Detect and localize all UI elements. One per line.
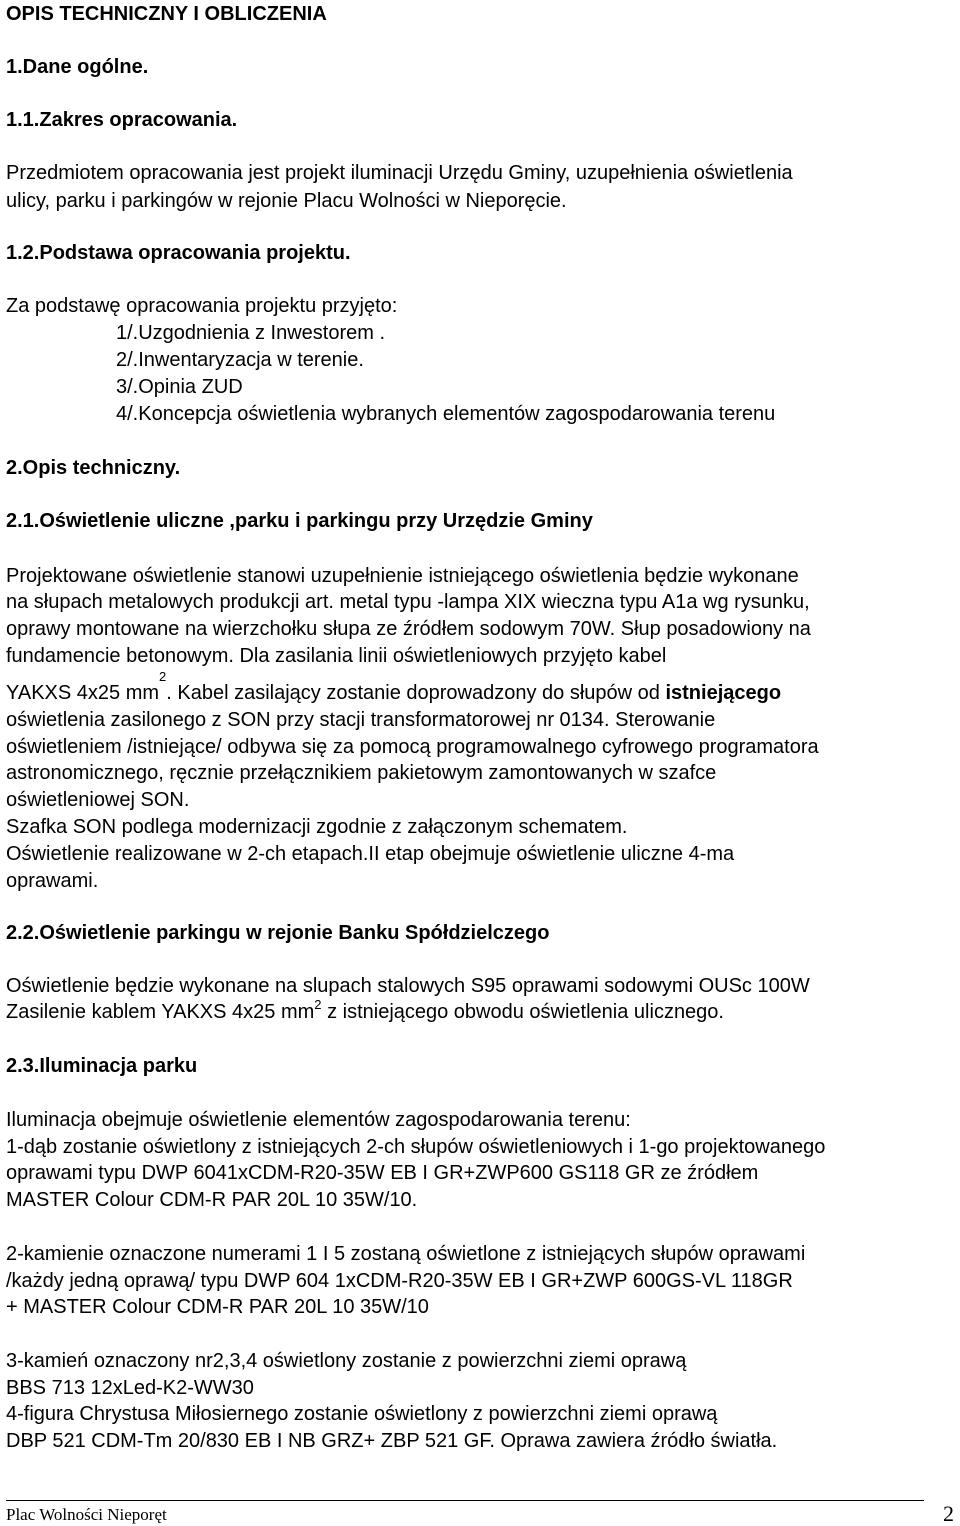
paragraph-line: 1-dąb zostanie oświetlony z istniejących 2-ch słupów oświetleniowych i 1-go projektowanego: [6, 1136, 826, 1158]
page-number: 2: [943, 1501, 954, 1526]
paragraph-line: oprawy montowane na wierzchołku słupa ze źródłem sodowym 70W. Słup posadowiony na: [6, 618, 811, 640]
footer-text: Plac Wolności Nieporęt: [6, 1505, 167, 1524]
paragraph-line: oprawami typu DWP 6041xCDM-R20-35W EB I GR+ZWP600 GS118 GR ze źródłem: [6, 1162, 759, 1184]
paragraph-line: /każdy jedną oprawą/ typu DWP 604 1xCDM-R20-35W EB I GR+ZWP 600GS-VL 118GR: [6, 1270, 793, 1292]
paragraph-line: 2-kamienie oznaczone numerami 1 I 5 zostaną oświetlone z istniejących słupów oprawami: [6, 1243, 806, 1265]
cable-text: z istniejącego obwodu oświetlenia ulicznego.: [321, 1001, 724, 1023]
heading-1-1: 1.1.Zakres opracowania.: [6, 109, 238, 131]
heading-1-2: 1.2.Podstawa opracowania projektu.: [6, 242, 351, 264]
basis-item: 3/.Opinia ZUD: [116, 376, 243, 398]
paragraph-line: DBP 521 CDM-Tm 20/830 EB I NB GRZ+ ZBP 521 GF. Oprawa zawiera źródło światła.: [6, 1430, 778, 1452]
cable-text: Zasilenie kablem YAKXS 4x25 mm: [6, 1001, 315, 1023]
paragraph-line: na słupach metalowych produkcji art. metal typu -lampa XIX wieczna typu A1a wg rysunku,: [6, 591, 810, 613]
paragraph-line: fundamencie betonowym. Dla zasilania linii oświetleniowych przyjęto kabel: [6, 645, 667, 667]
paragraph-line: ulicy, parku i parkingów w rejonie Placu Wolności w Nieporęcie.: [6, 190, 567, 212]
paragraph-line: oprawami.: [6, 870, 99, 892]
basis-intro: Za podstawę opracowania projektu przyjęto:: [6, 295, 398, 317]
cable-line: [6, 669, 782, 704]
paragraph-line: oświetlenia zasilonego z SON przy stacji transformatorowej nr 0134. Sterowanie: [6, 709, 716, 731]
heading-2-2: 2.2.Oświetlenie parkingu w rejonie Banku Spółdzielczego: [6, 922, 550, 944]
cable-text: . Kabel zasilający zostanie doprowadzony do słupów od: [166, 682, 666, 704]
bold-word: istniejącego: [665, 682, 782, 704]
paragraph-line: MASTER Colour CDM-R PAR 20L 10 35W/10.: [6, 1189, 418, 1211]
paragraph-line: Szafka SON podlega modernizacji zgodnie z załączonym schematem.: [6, 816, 628, 838]
superscript: 2: [159, 669, 167, 684]
paragraph-line: [6, 997, 724, 1023]
footer-divider: [6, 1500, 924, 1501]
basis-item: 2/.Inwentaryzacja w terenie.: [116, 349, 364, 371]
paragraph-line: astronomicznego, ręcznie przełącznikiem pakietowym zamontowanych w szafce: [6, 762, 717, 784]
paragraph-line: + MASTER Colour CDM-R PAR 20L 10 35W/10: [6, 1296, 429, 1318]
paragraph-line: Iluminacja obejmuje oświetlenie elementów zagospodarowania terenu:: [6, 1109, 631, 1131]
heading-2-3: 2.3.Iluminacja parku: [6, 1055, 198, 1077]
superscript: 2: [314, 997, 322, 1012]
basis-item: 1/.Uzgodnienia z Inwestorem .: [116, 322, 386, 344]
paragraph-line: BBS 713 12xLed-K2-WW30: [6, 1377, 254, 1399]
paragraph-line: oświetleniem /istniejące/ odbywa się za pomocą programowalnego cyfrowego programatora: [6, 736, 819, 758]
heading-2-1: 2.1.Oświetlenie uliczne ,parku i parkingu przy Urzędzie Gminy: [6, 510, 593, 532]
heading-2: 2.Opis techniczny.: [6, 457, 181, 479]
basis-item: 4/.Koncepcja oświetlenia wybranych elementów zagospodarowania terenu: [116, 403, 776, 425]
paragraph-line: Oświetlenie realizowane w 2-ch etapach.II etap obejmuje oświetlenie uliczne 4-ma: [6, 843, 735, 865]
paragraph-line: Projektowane oświetlenie stanowi uzupełnienie istniejącego oświetlenia będzie wykonane: [6, 565, 799, 587]
paragraph-line: 3-kamień oznaczony nr2,3,4 oświetlony zostanie z powierzchni ziemi oprawą: [6, 1350, 687, 1372]
paragraph-line: oświetleniowej SON.: [6, 789, 190, 811]
paragraph-line: Oświetlenie będzie wykonane na slupach stalowych S95 oprawami sodowymi OUSc 100W: [6, 975, 810, 997]
paragraph-line: 4-figura Chrystusa Miłosiernego zostanie oświetlony z powierzchni ziemi oprawą: [6, 1403, 718, 1425]
paragraph-line: Przedmiotem opracowania jest projekt iluminacji Urzędu Gminy, uzupełnienia oświetlenia: [6, 162, 793, 184]
heading-1: 1.Dane ogólne.: [6, 56, 149, 78]
document-title: OPIS TECHNICZNY I OBLICZENIA: [6, 3, 327, 25]
cable-spec: YAKXS 4x25 mm: [6, 682, 160, 704]
